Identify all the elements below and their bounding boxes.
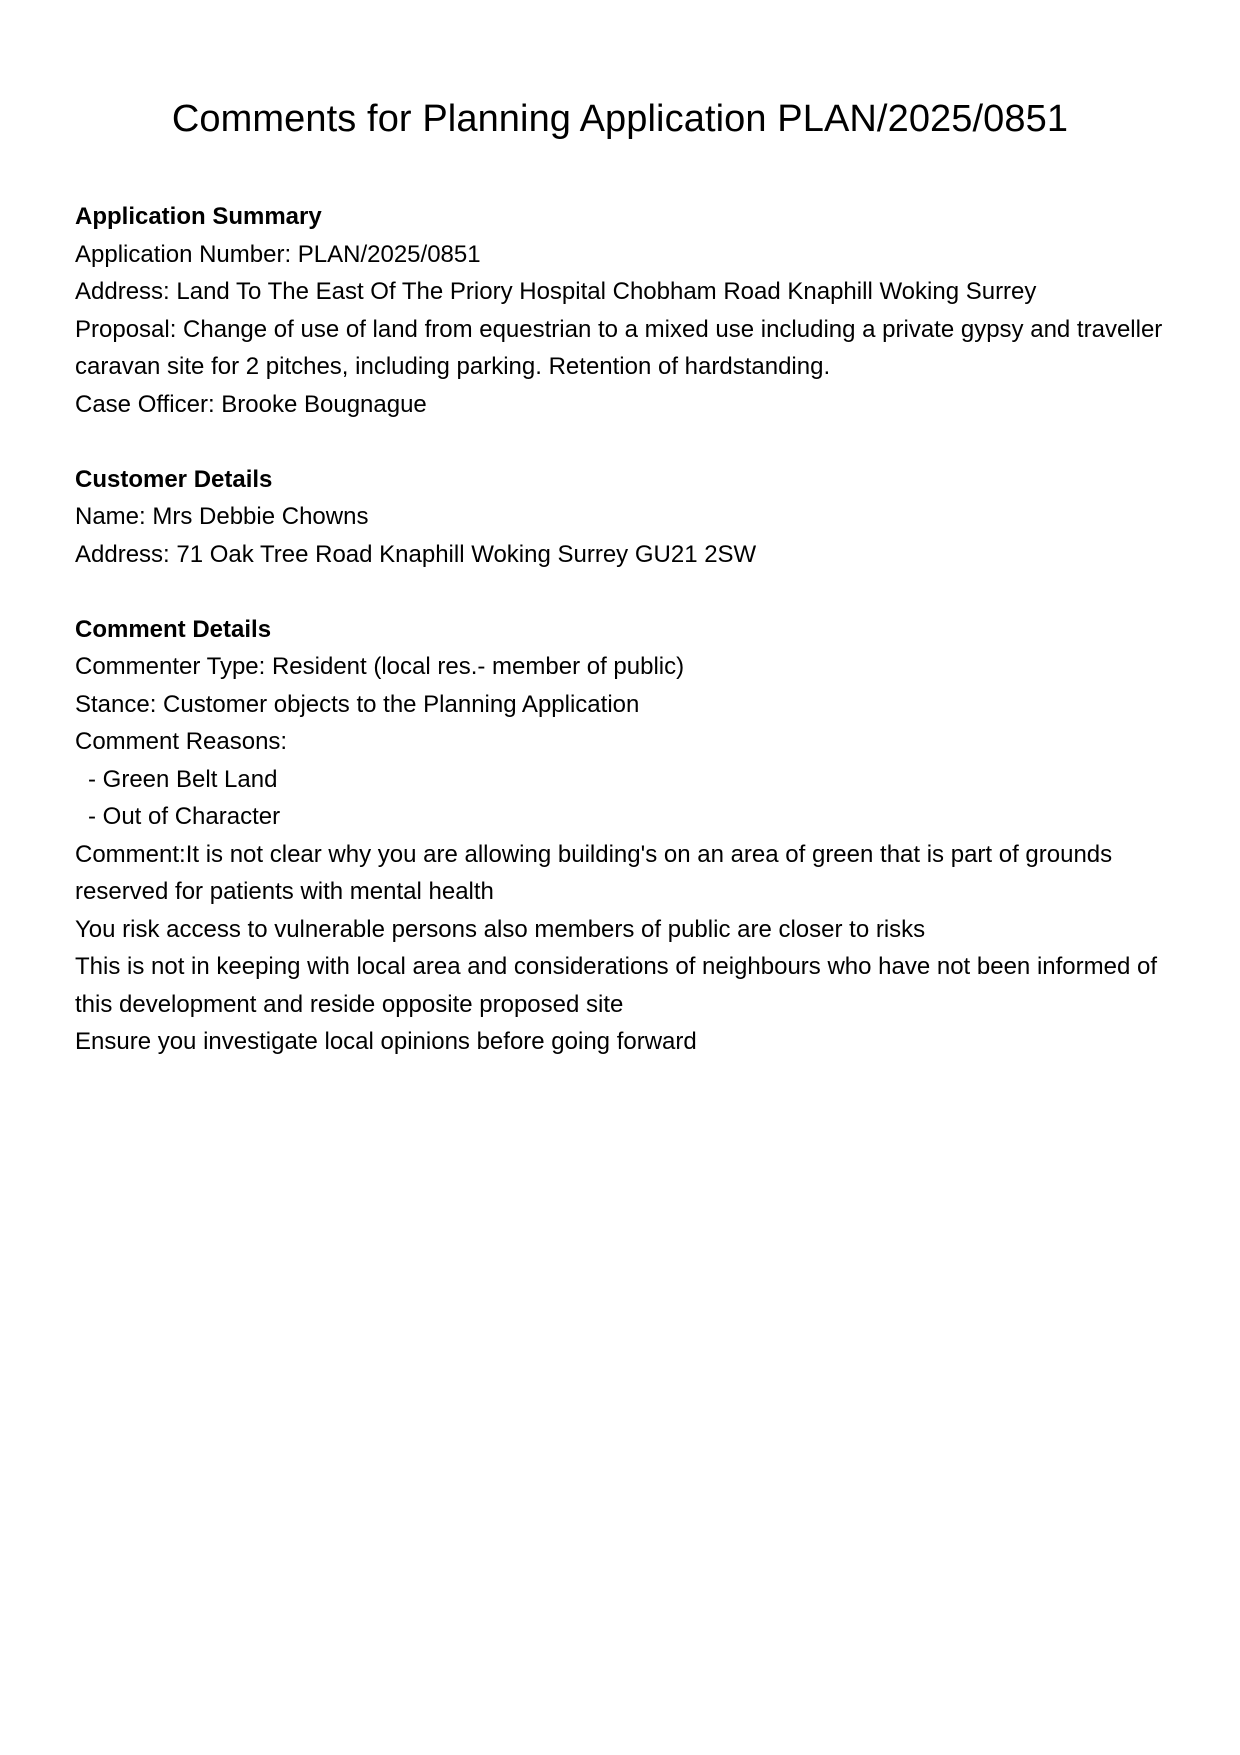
comment-reasons-label: Comment Reasons: xyxy=(75,728,288,755)
application-summary-section xyxy=(75,198,1175,423)
case-officer: Case Officer: Brooke Bougnague xyxy=(75,390,427,418)
application-summary-heading: Application Summary xyxy=(75,203,322,230)
customer-address: Address: 71 Oak Tree Road Knaphill Woking Surrey GU21 2SW xyxy=(75,540,757,568)
customer-details-heading: Customer Details xyxy=(75,465,273,493)
comment-details-section xyxy=(75,611,1175,1061)
stance: Stance: Customer objects to the Planning Application xyxy=(75,690,640,718)
customer-name: Name: Mrs Debbie Chowns xyxy=(75,503,369,530)
application-number: Application Number: PLAN/2025/0851 xyxy=(75,240,481,268)
comment-text-line: Comment:It is not clear why you are allowing building's on an area of green that is part of grounds reserved for patients with mental health xyxy=(75,840,1113,905)
customer-details-section xyxy=(75,461,1175,574)
application-address: Address: Land To The East Of The Priory Hospital Chobham Road Knaphill Woking Surrey xyxy=(75,278,1037,305)
document-body xyxy=(75,198,1175,1098)
comment-reason-item: - Out of Character xyxy=(88,803,281,830)
page-title: Comments for Planning Application PLAN/2025/0851 xyxy=(171,98,1069,140)
commenter-type: Commenter Type: Resident (local res.- member of public) xyxy=(75,653,685,680)
comment-text-line: Ensure you investigate local opinions before going forward xyxy=(75,1028,697,1055)
application-proposal: Proposal: Change of use of land from equestrian to a mixed use including a private gypsy and traveller caravan site for 2 pitches, including parking. Retention of hardstanding. xyxy=(75,315,1163,380)
comment-details-heading: Comment Details xyxy=(75,615,272,643)
comment-text-line: This is not in keeping with local area and considerations of neighbours who have not been informed of this development and reside opposite proposed site xyxy=(75,953,1158,1018)
comment-reason-item: - Green Belt Land xyxy=(88,765,278,793)
comment-text-line: You risk access to vulnerable persons also members of public are closer to risks xyxy=(75,915,926,943)
